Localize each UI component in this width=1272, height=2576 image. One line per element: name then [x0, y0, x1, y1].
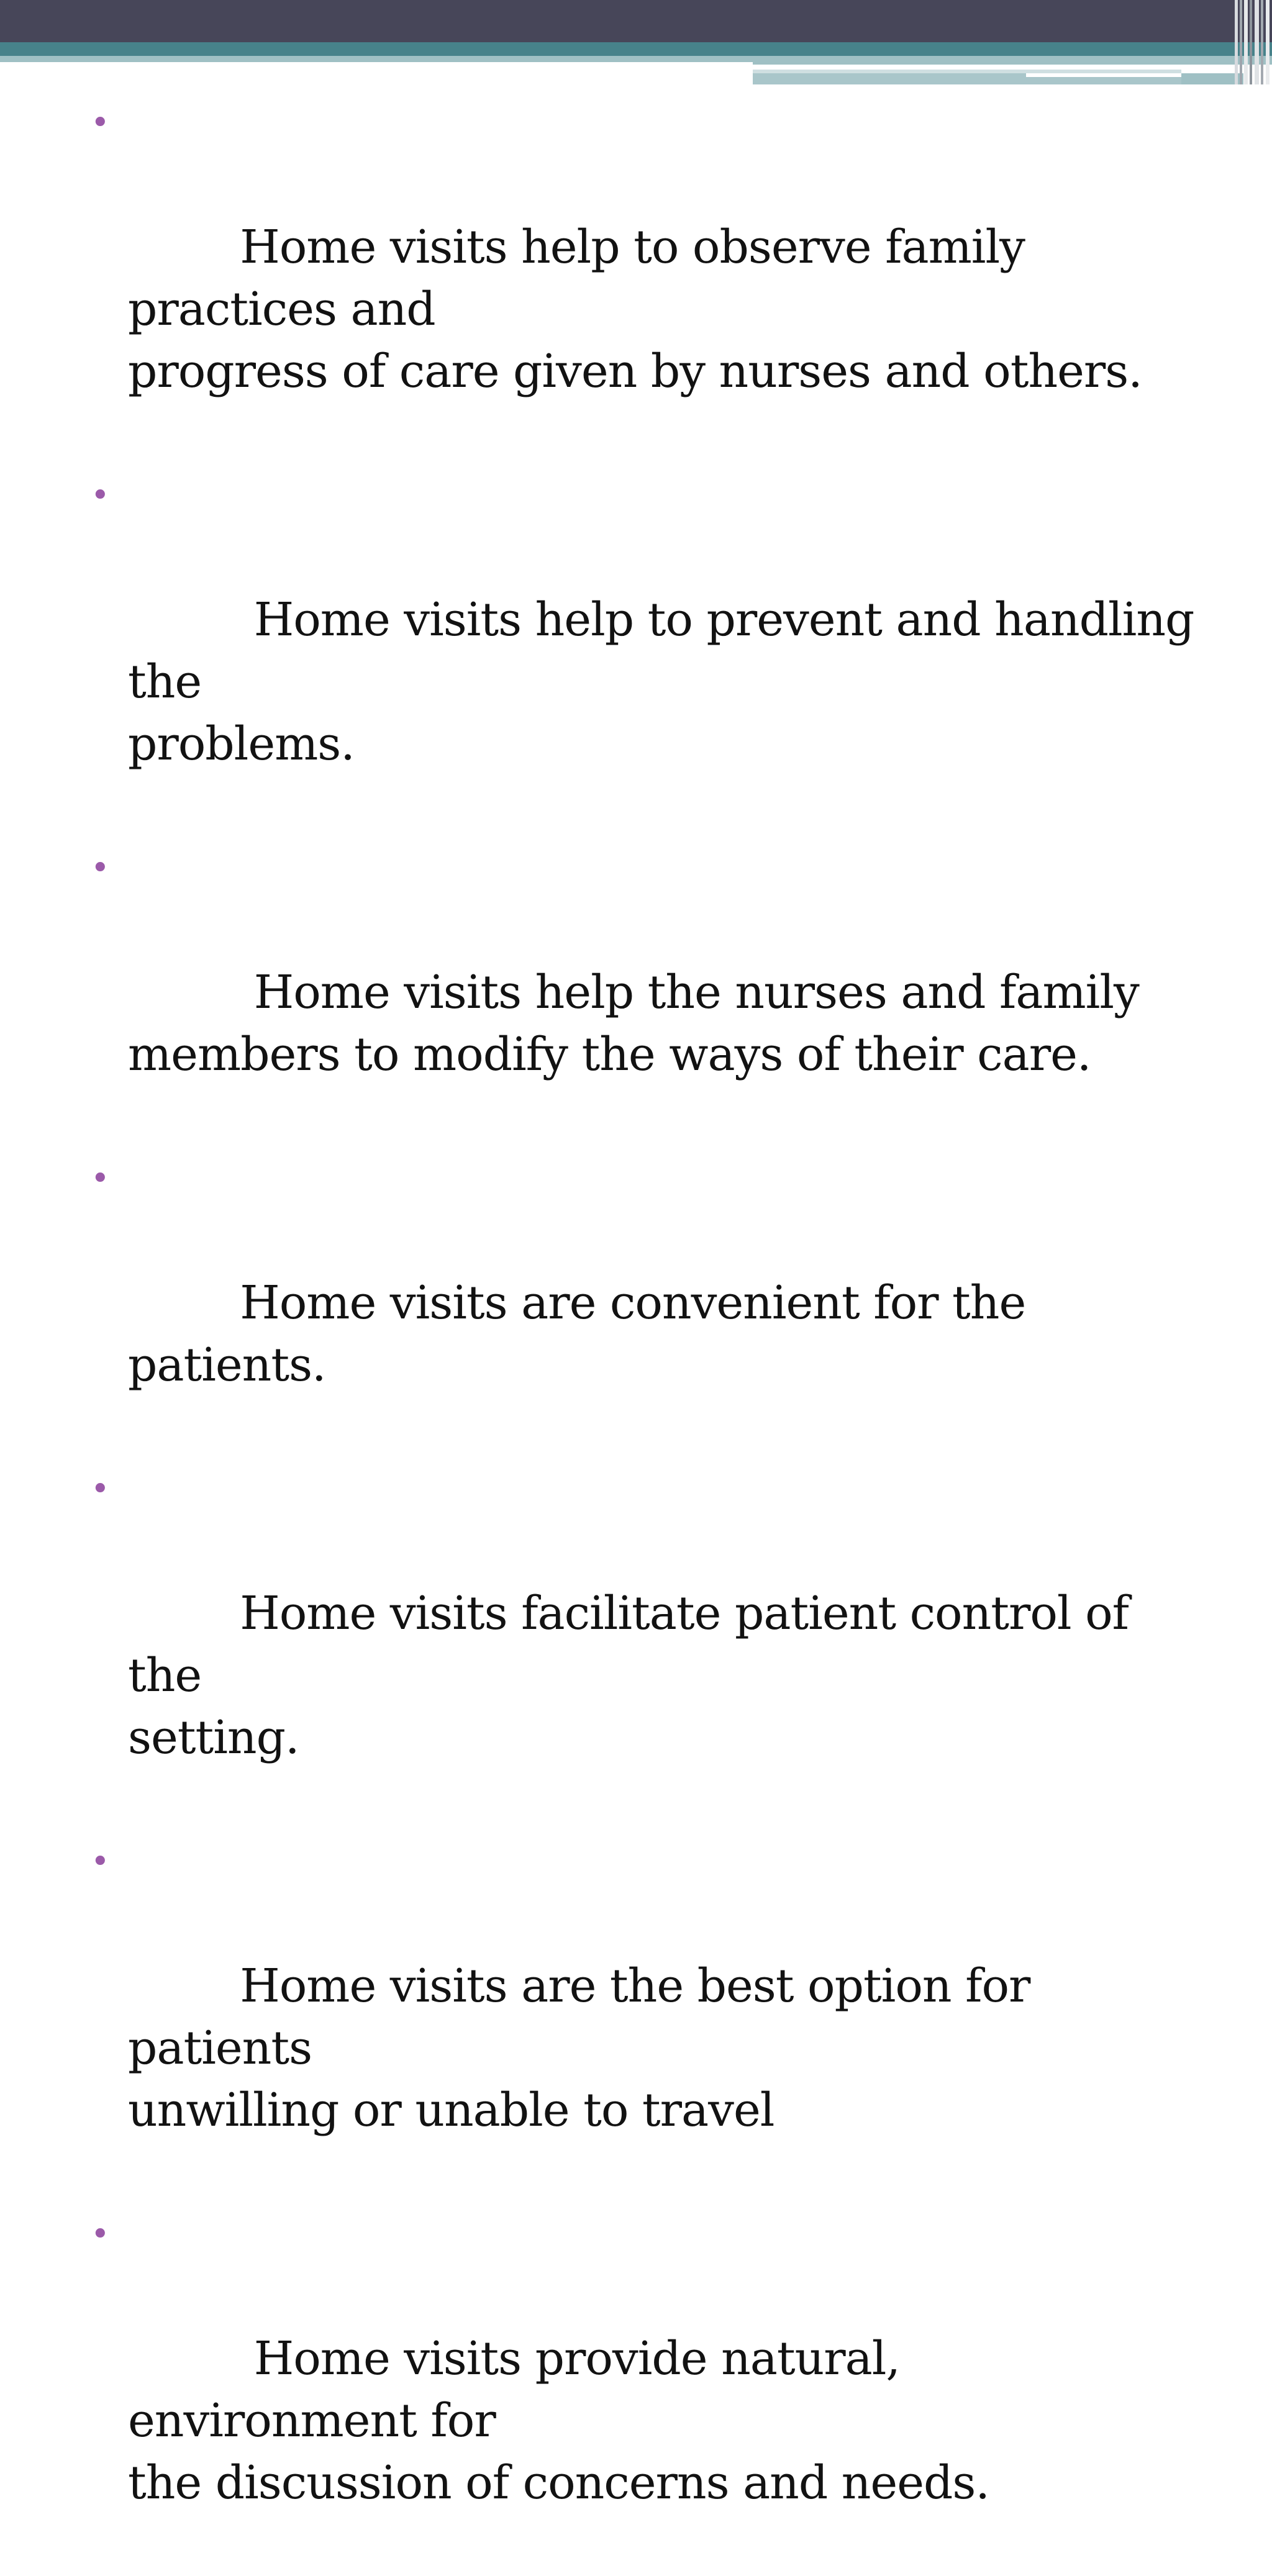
header-band-right-e — [1026, 77, 1181, 84]
bullet-item — [87, 1458, 1199, 1831]
bullet-item — [87, 1148, 1199, 1458]
bullet-item — [87, 1831, 1199, 2203]
header-vertical-stripe — [1235, 0, 1238, 84]
header-band-right-f — [1181, 73, 1243, 84]
header-vertical-stripe — [1266, 0, 1270, 84]
slide-body — [87, 92, 1199, 2576]
header-band-right-a — [753, 56, 1272, 65]
header-vertical-stripe — [1240, 0, 1242, 84]
header-vertical-stripe — [1244, 0, 1248, 84]
bullet-text: Home visits are convenient for the patients. — [128, 1276, 1040, 1392]
bullet-list — [87, 92, 1199, 2576]
header-band-dark — [0, 0, 1272, 42]
header-band-teal — [0, 42, 1272, 56]
bullet-icon: • — [91, 477, 109, 514]
bullet-item — [87, 465, 1199, 837]
bullet-text: Home visits are the best option for patients unwilling or unable to travel — [128, 1959, 1030, 2137]
bullet-icon: • — [91, 1843, 109, 1880]
header-band-right-d — [753, 73, 1026, 84]
header-vertical-stripe — [1250, 0, 1252, 84]
bullet-text: Home visits help to prevent and handling the problems. — [128, 593, 1194, 771]
bullet-text: Home visits help the nurses and family members to modify the ways of their care. — [128, 966, 1139, 1081]
bullet-item — [87, 92, 1199, 465]
bullet-icon: • — [91, 2216, 109, 2253]
bullet-item — [87, 837, 1199, 1148]
bullet-icon: • — [91, 850, 109, 887]
header-vertical-stripe — [1255, 0, 1259, 84]
bullet-text: Home visits facilitate patient control of the setting. — [128, 1587, 1129, 1764]
bullet-text: Home visits provide natural, environment for the discussion of concerns and needs. — [128, 2332, 989, 2510]
bullet-icon: • — [91, 104, 109, 142]
header-band-light — [0, 56, 753, 62]
header-vertical-stripe — [1261, 0, 1263, 84]
bullet-icon: • — [91, 1471, 109, 1508]
bullet-item — [87, 2203, 1199, 2576]
header-band-right-b — [753, 65, 1272, 70]
bullet-text: Home visits help to observe family practices and progress of care given by nurses and others. — [128, 220, 1142, 398]
bullet-icon: • — [91, 1160, 109, 1197]
